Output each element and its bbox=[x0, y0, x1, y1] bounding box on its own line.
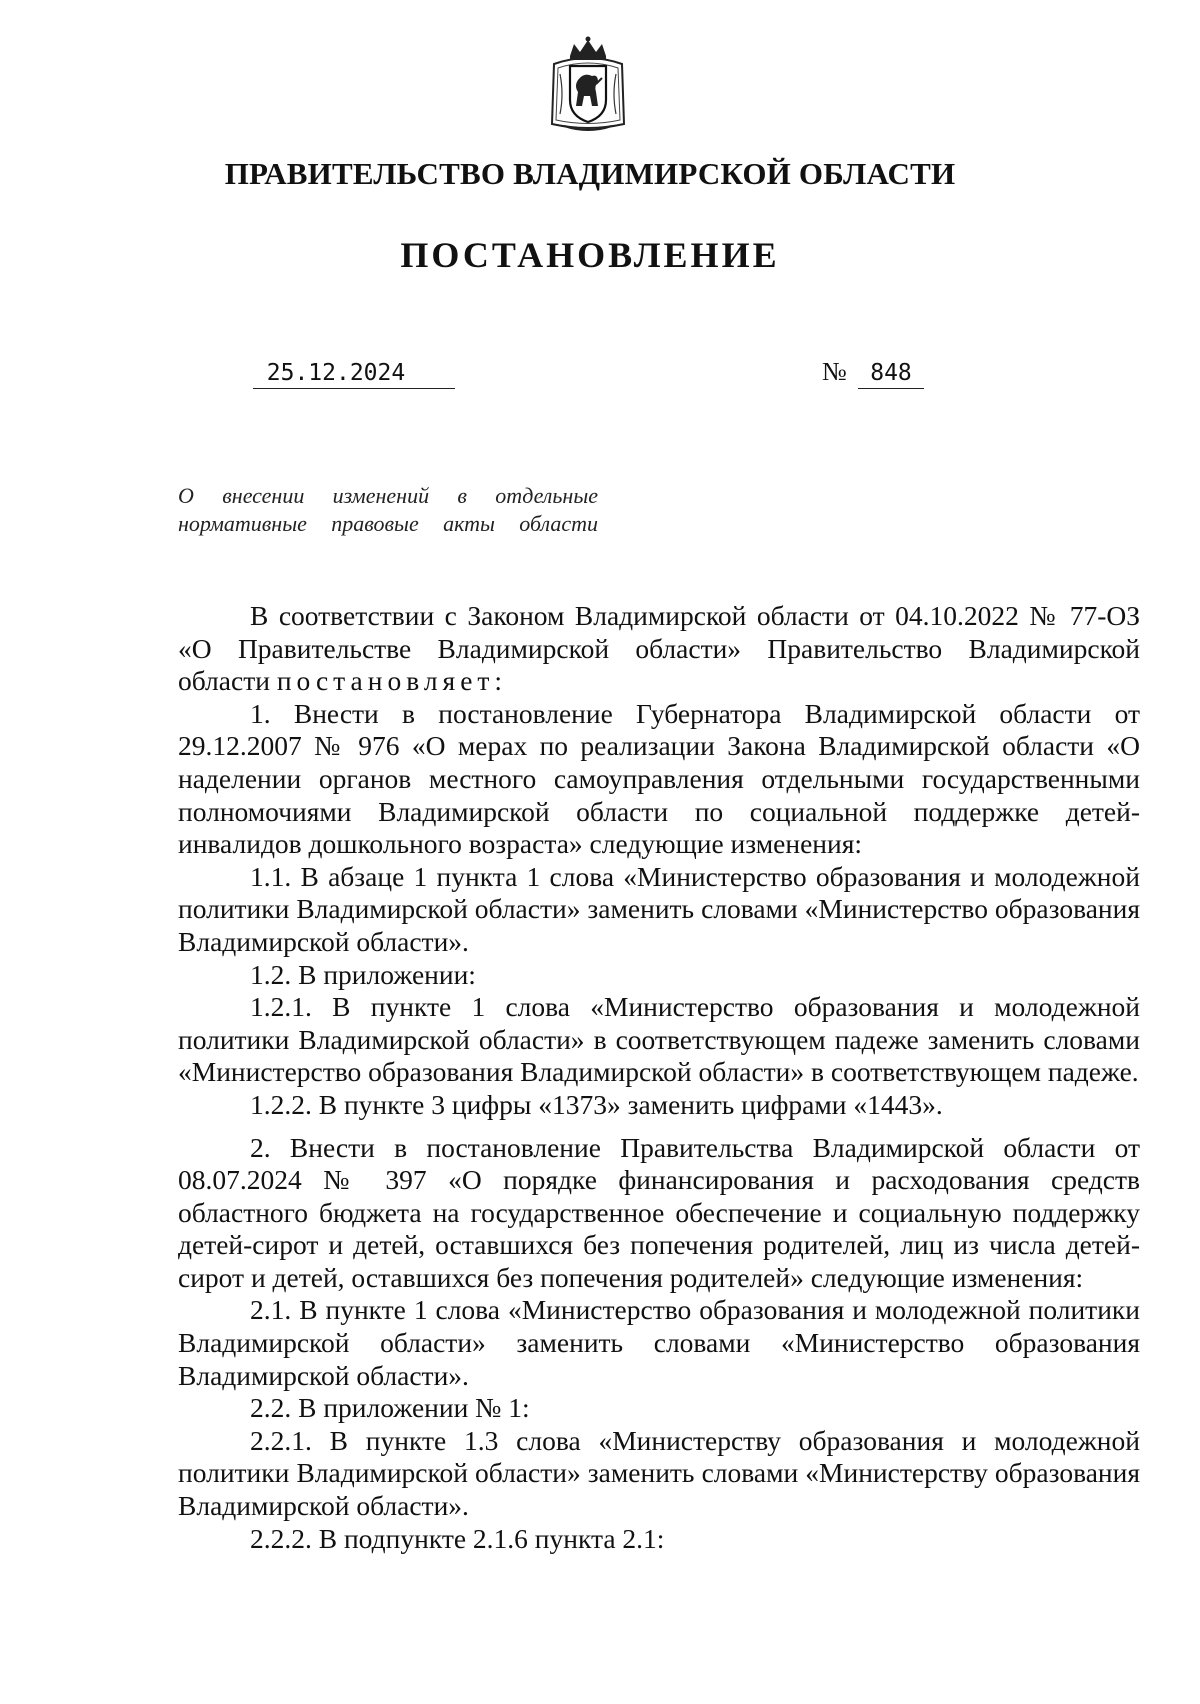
document-subject bbox=[178, 482, 598, 538]
organization-name: ПРАВИТЕЛЬСТВО ВЛАДИМИРСКОЙ ОБЛАСТИ bbox=[224, 156, 956, 191]
document-number: 848 bbox=[858, 358, 924, 389]
subject-line-2: нормативные правовые акты области bbox=[178, 511, 598, 536]
paragraph-2-2-1: 2.2.1. В пункте 1.3 слова «Министерству образования и молодежной политики Владимирской области» заменить словами «Министерству образования Владимирской области». bbox=[178, 1424, 1140, 1522]
document-date-field bbox=[253, 358, 455, 389]
paragraph-2-2-2: 2.2.2. В подпункте 2.1.6 пункта 2.1: bbox=[250, 1522, 665, 1554]
subject-line-1: О внесении изменений в отдельные bbox=[178, 483, 598, 508]
paragraph-preamble bbox=[178, 600, 1140, 698]
paragraph-1-2-1: 1.2.1. В пункте 1 слова «Министерство образования и молодежной политики Владимирской области» в соответствующем падеже заменить словами «Министерство образования Владимирской области» в соответствующем падеже. bbox=[178, 991, 1140, 1088]
document-date: 25.12.2024 bbox=[266, 360, 406, 386]
document-body bbox=[178, 600, 1140, 1555]
paragraph-1-2: 1.2. В приложении: bbox=[250, 958, 476, 990]
document-type-title: ПОСТАНОВЛЕНИЕ bbox=[400, 235, 780, 275]
paragraph-1: 1. Внести в постановление Губернатора Владимирской области от 29.12.2007 № 976 «О мерах по реализации Закона Владимирской области «О наделении органов местного самоуправления отдельными государственными полномочиями Владимирской области по социальной поддержке детей-инвалидов дошкольного возраста» следующие изменения: bbox=[178, 697, 1140, 860]
coat-of-arms-icon bbox=[540, 34, 636, 134]
paragraph-2-1: 2.1. В пункте 1 слова «Министерство образования и молодежной политики Владимирской области» заменить словами «Министерство образования Владимирской области». bbox=[178, 1294, 1140, 1391]
preamble-resolves: постановляет: bbox=[276, 665, 508, 697]
paragraph-1-1: 1.1. В абзаце 1 пункта 1 слова «Министерство образования и молодежной политики Владимирской области» заменить словами «Министерство образования Владимирской области». bbox=[178, 860, 1140, 957]
paragraph-1-2-2: 1.2.2. В пункте 3 цифры «1373» заменить цифрами «1443». bbox=[250, 1088, 943, 1120]
paragraph-2-2: 2.2. В приложении № 1: bbox=[250, 1392, 530, 1424]
paragraph-2: 2. Внести в постановление Правительства Владимирской области от 08.07.2024 № 397 «О порядке финансирования и расходования средств областного бюджета на государственное обеспечение и социальную поддержку детей-сирот и детей, оставшихся без попечения родителей, лиц из числа детей-сирот и детей, оставшихся без попечения родителей» следующие изменения: bbox=[178, 1131, 1140, 1293]
preamble-text: В соответствии с Законом Владимирской области от 04.10.2022 № 77-ОЗ «О Правительстве Владимирской области» Правительство Владимирской области bbox=[178, 600, 1140, 697]
document-number-label: № bbox=[822, 357, 847, 386]
